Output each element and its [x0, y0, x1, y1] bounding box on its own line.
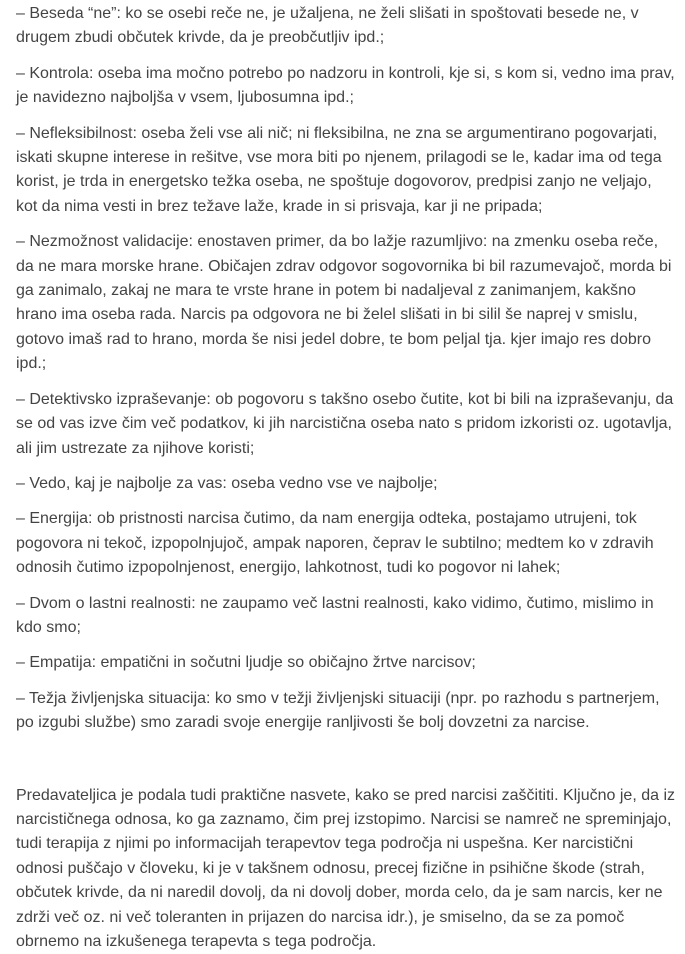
list-item-kontrola: – Kontrola: oseba ima močno potrebo po nadzoru in kontroli, kje si, s kom si, vedno ima prav, je navidezno najboljša v vsem, ljubosumna ipd.; — [16, 64, 675, 107]
list-item-nezmoznost-validacije: – Nezmožnost validacije: enostaven primer, da bo lažje razumljivo: na zmenku oseba reče, da ne mara morske hrane. Običajen zdrav odgovor sogovornika bi bil razumevajoč, morda bi ga zanimalo, zakaj ne mara te vrste hrane in potem bi nadaljeval z zanimanjem, kakšno hrano ima oseba rada. Narcis pa odgovora ne bi želel slišati in bi silil še naprej v smislu, gotovo imaš rad to hrano, morda še nisi jedel dobre, te bom peljal tja. kjer imajo res dobro ipd.; — [16, 233, 672, 373]
symptom-list — [16, 2, 676, 736]
list-item-detektivsko-izprasevanje: – Detektivsko izpraševanje: ob pogovoru s takšno osebo čutite, kot bi bili na izpraševanju, da se od vas izve čim več podatkov, ki jih narcistična oseba nato s pridom izkoristi oz. ugotavlja, ali jim ustrezate za njihove koristi; — [16, 390, 674, 457]
list-item-beseda-ne: – Beseda “ne”: ko se osebi reče ne, je užaljena, ne želi slišati in spoštovati besede ne, v drugem zbudi občutek krivde, da je preobčutljiv ipd.; — [16, 5, 639, 47]
paragraph-spacer — [16, 747, 676, 784]
list-item-energija: – Energija: ob pristnosti narcisa čutimo, da nam energija odteka, postajamo utrujeni, tok pogovora ni tekoč, izpopolnjujoč, ampak naporen, čeprav le subtilno; medtem ko v zdravih odnosih čutimo izpopolnjenost, energijo, lahkotnost, tudi ko pogovor ni lahek; — [16, 510, 654, 577]
closing-paragraph: Predavateljica je podala tudi praktične nasvete, kako se pred narcisi zaščititi. Ključno je, da iz narcističnega odnosa, ko ga zaznamo, čim prej izstopimo. Narcisi se namreč ne spreminjajo, tudi terapija z njimi po informacijah terapevtov tega področja ni uspešna. Ker narcistični odnosi puščajo v človeku, ki je v takšnem odnosu, precej fizične in psihične škode (strah, občutek krivde, da ni naredil dovolj, da ni dovolj dober, morda celo, da je sam narcis, ker ne zdrži več oz. ni več toleranten in prijazen do narcisa idr.), je smiselno, da se za pomoč obrnemo na izkušenega terapevta s tega področja. — [16, 786, 676, 950]
list-item-vedo-najbolje: – Vedo, kaj je najbolje za vas: oseba vedno vse ve najbolje; — [16, 474, 438, 492]
article-body — [16, 0, 676, 954]
list-item-empatija: – Empatija: empatični in sočutni ljudje so običajno žrtve narcisov; — [16, 654, 476, 672]
list-item-tezja-situacija: – Težja življenjska situacija: ko smo v težji življenjski situaciji (npr. po razhodu s partnerjem, po izgubi službe) smo zaradi svoje energije ranljivosti še bolj dovzetni za narcise. — [16, 689, 660, 732]
list-item-nefleksibilnost: – Nefleksibilnost: oseba želi vse ali nič; ni fleksibilna, ne zna se argumentirano pogovarjati, iskati skupne interese in rešitve, vse mora biti po njenem, prilagodi se le, kadar ima od tega korist, je trda in energetsko težka oseba, ne spoštuje dogovorov, predpisi zanjo ne veljajo, kot da nima vesti in brez težave laže, krade in si prisvaja, kar ji ne pripada; — [16, 124, 662, 215]
list-item-dvom-o-realnosti: – Dvom o lastni realnosti: ne zaupamo več lastni realnosti, kako vidimo, čutimo, mislimo in kdo smo; — [16, 594, 654, 636]
